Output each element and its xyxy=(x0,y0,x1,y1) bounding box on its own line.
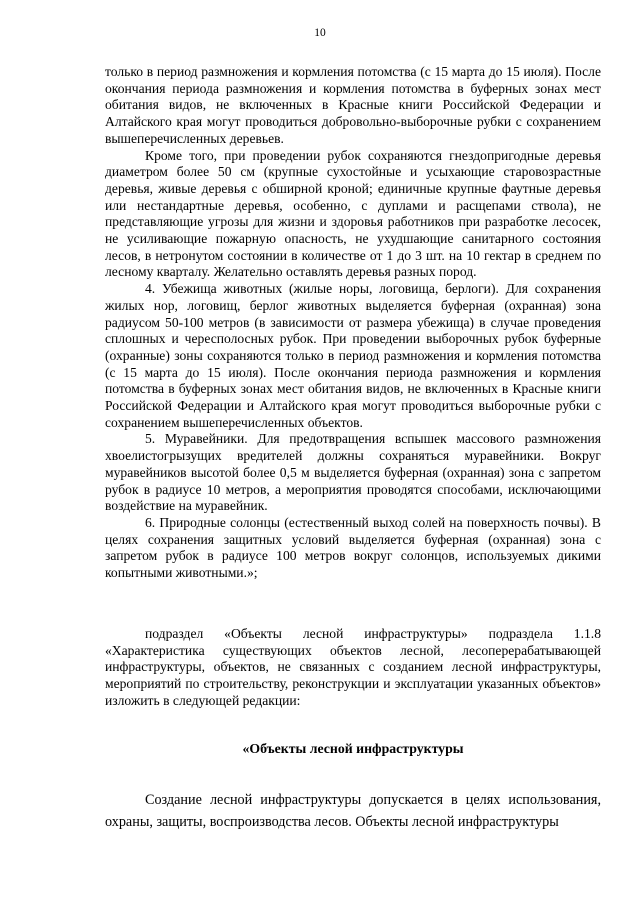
paragraph-infrastructure-intro: Создание лесной инфраструктуры допускается в целях использования, охраны, защиты, воспроизводства лесов. Объекты лесной инфраструктуры xyxy=(105,792,601,831)
paragraph-continuation: только в период размножения и кормления потомства (с 15 марта до 15 июля). После окончания периода размножения и кормления потомства в буферных зонах мест обитания видов, не включенных в Красные книги Российской Федерации и Алтайского края могут проводиться добровольно-выборочные рубки с сохранением вышеперечисленных деревьев. xyxy=(105,64,601,146)
page-number: 10 xyxy=(314,27,326,39)
paragraph-anthills: 5. Муравейники. Для предотвращения вспышек массового размножения хвоелистогрызущих вредителей должны сохраняться муравейники. Вокруг муравейников высотой более 0,5 м выделяется буферная (охранная) зона с запретом рубок в радиусе 10 метров, а мероприятия проводятся способами, исключающими воздействие на муравейник. xyxy=(105,431,601,514)
paragraph-animal-shelters: 4. Убежища животных (жилые норы, логовища, берлоги). Для сохранения жилых нор, логовищ, берлог животных выделяется буферная (охранная) зона радиусом 50-100 метров (в зависимости от размера убежища) в случае проведения сплошных и чересполосных рубок. При проведении выборочных рубок буферные (охранные) зоны сохраняются только в период размножения и кормления потомства (с 15 марта до 15 июля). После окончания периода размножения и кормления потомства в буферных зонах мест обитания видов, не включенных в Красные книги Российской Федерации и Алтайского края могут проводиться выборочные рубки с сохранением вышеперечисленных объектов. xyxy=(105,281,601,430)
paragraph-nesting-trees: Кроме того, при проведении рубок сохраняются гнездопригодные деревья диаметром более 50 см (крупные сухостойные и усыхающие старовозрастные деревья, живые деревья с обширной кроной; единичные крупные фаутные деревья или нестандартные деревья, особенно, с дуплами и расщепами ствола), не представляющие угрозы для жизни и здоровья работников при разработке лесосек, не усиливающие пожарную опасность, не ухудшающие санитарного состояния лесов, в нетронутом состоянии в количестве от 1 до 3 шт. на 10 гектар в среднем по лесному кварталу. Желательно оставлять деревья разных пород. xyxy=(105,147,601,280)
section-heading: «Объекты лесной инфраструктуры xyxy=(242,741,464,757)
paragraph-salt-licks: 6. Природные солонцы (естественный выход солей на поверхность почвы). В целях сохранения защитных условий выделяется буферная (охранная) зона с запретом рубок в радиусе 100 метров вокруг солонцов, используемых дикими копытными животными.»; xyxy=(105,514,601,581)
paragraph-subsection-amendment: подраздел «Объекты лесной инфраструктуры» подраздела 1.1.8 «Характеристика существующих объектов лесной, лесоперерабатывающей инфраструктуры, объектов, не связанных с созданием лесной инфраструктуры, мероприятий по строительству, реконструкции и эксплуатации указанных объектов» изложить в следующей редакции: xyxy=(105,625,601,708)
document-body xyxy=(105,64,601,833)
